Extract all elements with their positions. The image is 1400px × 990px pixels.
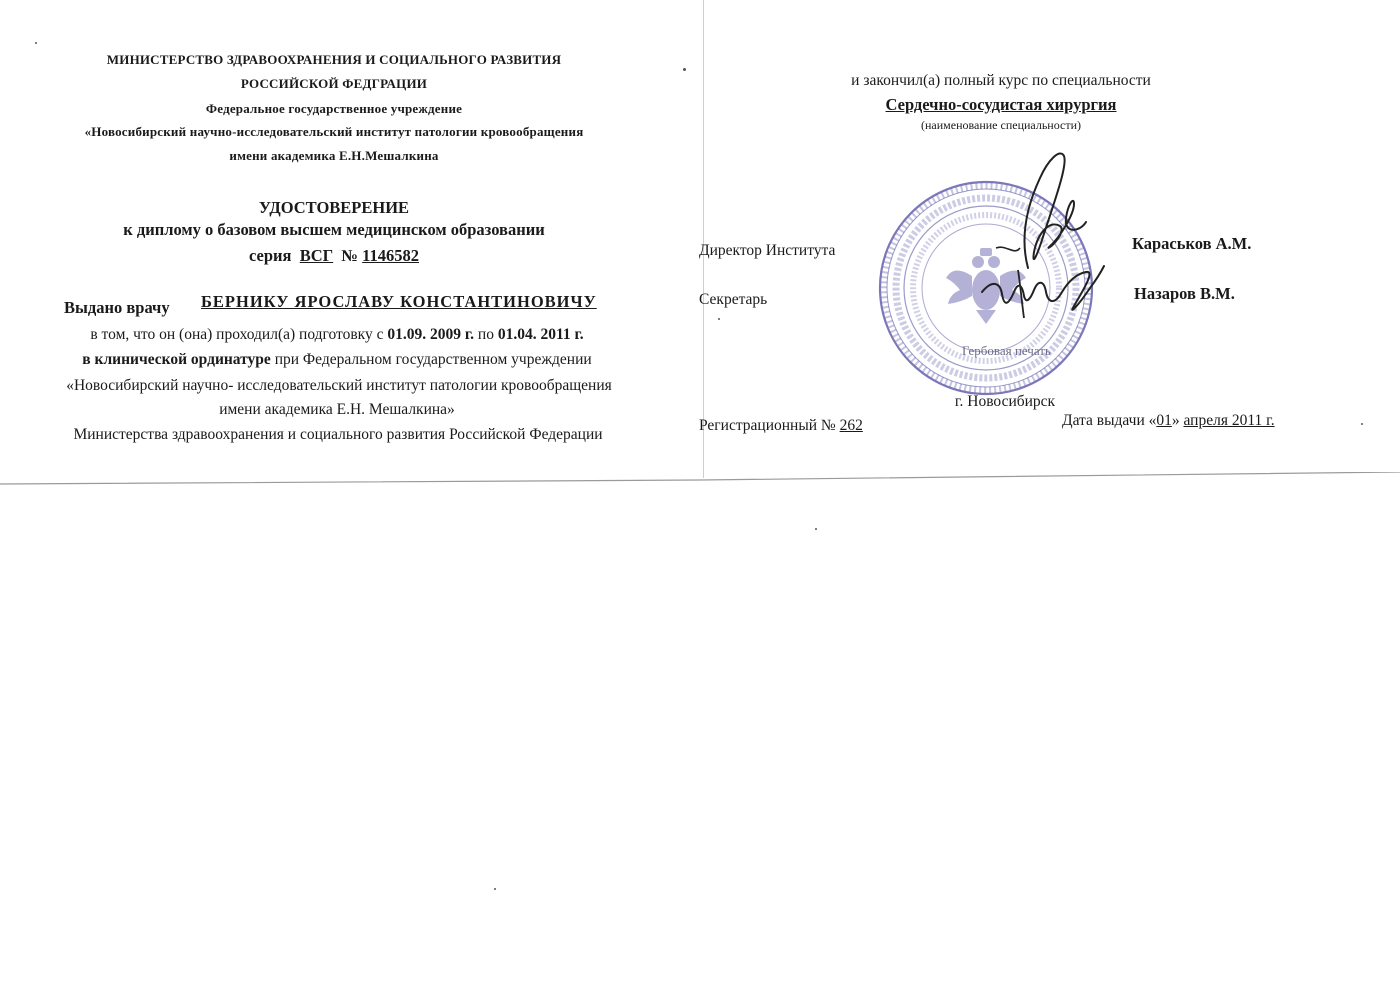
residency-type: в клинической ординатуре <box>82 351 271 368</box>
registration-number: 262 <box>839 417 863 434</box>
document-subtitle: к диплому о базовом высшем медицинском образовании <box>123 220 545 239</box>
speck <box>815 528 817 530</box>
registration-label: Регистрационный № <box>699 417 836 434</box>
series-line <box>249 246 419 266</box>
speck <box>718 318 720 320</box>
institute-line2: имени академика Е.Н. Мешалкина» <box>219 401 455 418</box>
institute-line1: «Новосибирский научно- исследовательский институт патологии кровообращения <box>66 377 612 394</box>
header-institute-named: имени академика Е.Н.Мешалкина <box>229 148 439 163</box>
training-period <box>90 326 583 344</box>
director-name: Караськов А.М. <box>1132 234 1252 253</box>
residency-line <box>82 351 591 369</box>
issued-name: БЕРНИКУ ЯРОСЛАВУ КОНСТАНТИНОВИЧУ <box>201 292 597 311</box>
issue-date-line <box>1062 412 1275 430</box>
issue-date-day: 01 <box>1156 412 1172 429</box>
speck <box>1361 423 1363 425</box>
secretary-name: Назаров В.М. <box>1134 284 1235 303</box>
training-mid: по <box>477 326 494 343</box>
header-ministry: МИНИСТЕРСТВО ЗДРАВООХРАНЕНИЯ И СОЦИАЛЬНОГО РАЗВИТИЯ <box>106 52 562 67</box>
specialty-caption: (наименование специальности) <box>920 118 1082 132</box>
completed-text: и закончил(а) полный курс по специальности <box>851 72 1151 89</box>
training-from: 01.09. 2009 г. <box>387 326 475 343</box>
stamp-caption: Гербовая печать <box>962 343 1051 358</box>
issued-label: Выдано врачу <box>64 298 170 317</box>
director-label: Директор Института <box>699 242 836 259</box>
ministry-line: Министерства здравоохранения и социального развития Российской Федерации <box>73 426 603 443</box>
number-value: 1146582 <box>362 246 419 265</box>
series-value: ВСГ <box>299 246 334 265</box>
secretary-label: Секретарь <box>699 291 768 308</box>
training-to: 01.04. 2011 г. <box>497 326 584 343</box>
issue-date-label: Дата выдачи « <box>1062 412 1157 429</box>
registration-line <box>699 417 863 435</box>
header-institute-name: «Новосибирский научно-исследовательский институт патологии кровообращения <box>84 124 584 139</box>
issue-date-sep: » <box>1171 412 1180 429</box>
speck <box>35 42 37 44</box>
issue-date-month-year: апреля 2011 г. <box>1183 412 1275 429</box>
training-text: в том, что он (она) проходил(а) подготовку с <box>90 326 384 343</box>
residency-rest: при Федеральном государственном учреждении <box>274 351 592 368</box>
specialty: Сердечно-сосудистая хирургия <box>885 95 1117 114</box>
fold-line <box>703 0 704 478</box>
speck <box>494 888 496 890</box>
number-label: № <box>341 246 359 265</box>
header-institution-type: Федеральное государственное учреждение <box>205 101 463 116</box>
header-federation: РОССИЙСКОЙ ФЕДГРАЦИИ <box>240 76 428 91</box>
sheet-bottom-edge <box>0 472 1400 486</box>
document-title: УДОСТОВЕРЕНИЕ <box>258 198 410 217</box>
secretary-signature-icon <box>978 262 1108 322</box>
speck <box>683 68 686 71</box>
series-label: серия <box>249 246 292 265</box>
city: г. Новосибирск <box>954 393 1056 410</box>
